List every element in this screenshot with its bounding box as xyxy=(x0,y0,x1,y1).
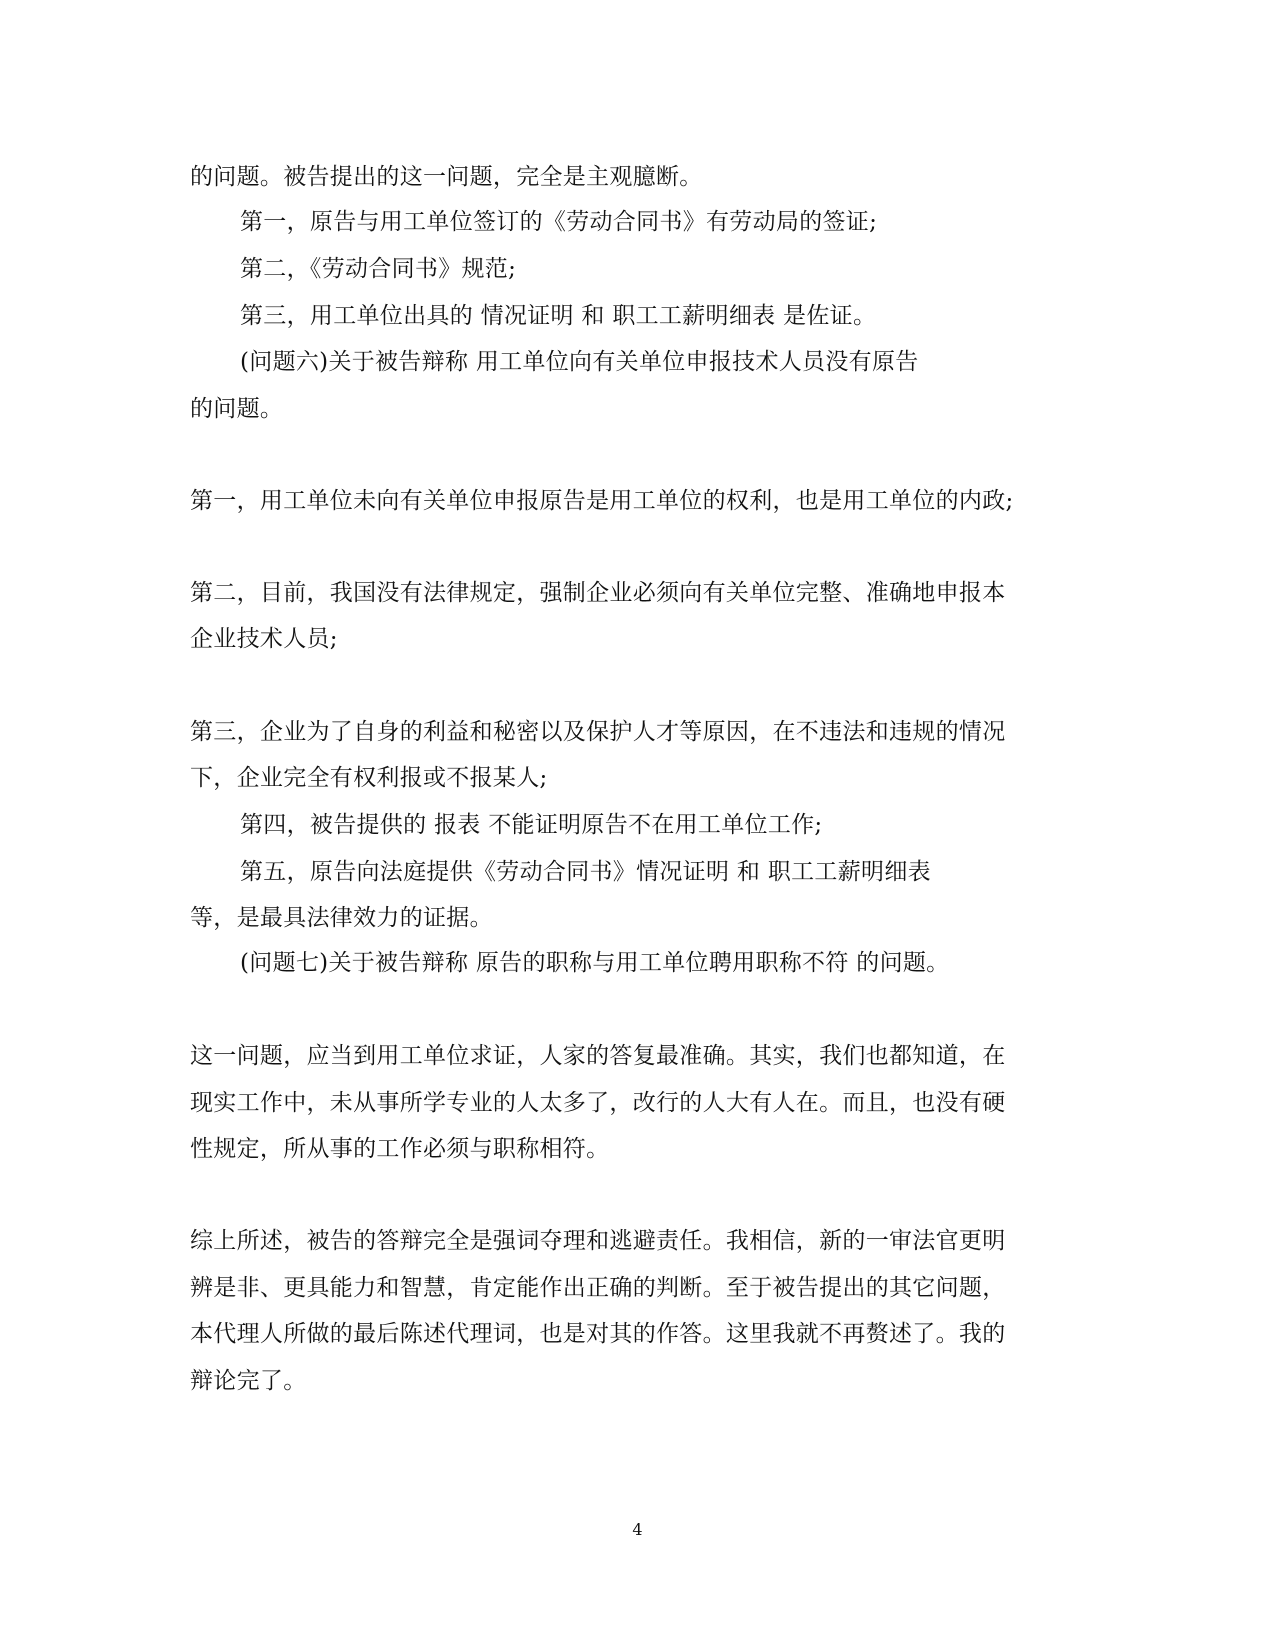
text-line: 下，企业完全有权利报或不报某人; xyxy=(190,765,548,791)
text-line: 综上所述，被告的答辩完全是强词夺理和逃避责任。我相信，新的一审法官更明 xyxy=(190,1228,1006,1254)
text-line: 第二，《劳动合同书》规范; xyxy=(240,256,517,282)
text-line: 的问题。 xyxy=(190,396,284,422)
text-line: 现实工作中，未从事所学专业的人太多了，改行的人大有人在。而且，也没有硬 xyxy=(190,1090,1006,1116)
text-line: 性规定，所从事的工作必须与职称相符。 xyxy=(190,1136,610,1162)
text-line: 第一，原告与用工单位签订的《劳动合同书》有劳动局的签证; xyxy=(240,209,878,235)
text-line: 等，是最具法律效力的证据。 xyxy=(190,905,493,931)
text-line: (问题七)关于被告辩称 原告的职称与用工单位聘用职称不符 的问题。 xyxy=(240,950,950,976)
text-line: 第一，用工单位未向有关单位申报原告是用工单位的权利，也是用工单位的内政; xyxy=(190,488,1014,514)
text-line: 企业技术人员; xyxy=(190,626,338,652)
text-line: 第五，原告向法庭提供《劳动合同书》情况证明 和 职工工薪明细表 xyxy=(240,859,931,885)
text-line: 第二，目前，我国没有法律规定，强制企业必须向有关单位完整、准确地申报本 xyxy=(190,580,1006,606)
text-line: 第三，企业为了自身的利益和秘密以及保护人才等原因，在不违法和违规的情况 xyxy=(190,719,1006,745)
text-line: 第四，被告提供的 报表 不能证明原告不在用工单位工作; xyxy=(240,812,823,838)
text-line: (问题六)关于被告辩称 用工单位向有关单位申报技术人员没有原告 xyxy=(240,349,919,375)
text-line: 本代理人所做的最后陈述代理词，也是对其的作答。这里我就不再赘述了。我的 xyxy=(190,1321,1006,1347)
text-line: 第三，用工单位出具的 情况证明 和 职工工薪明细表 是佐证。 xyxy=(240,303,877,329)
text-line: 辨是非、更具能力和智慧，肯定能作出正确的判断。至于被告提出的其它问题， xyxy=(190,1275,1006,1301)
page-number: 4 xyxy=(632,1520,643,1539)
text-line: 的问题。被告提出的这一问题，完全是主观臆断。 xyxy=(190,164,703,190)
text-line: 这一问题，应当到用工单位求证，人家的答复最准确。其实，我们也都知道，在 xyxy=(190,1043,1006,1069)
text-line: 辩论完了。 xyxy=(190,1368,307,1394)
